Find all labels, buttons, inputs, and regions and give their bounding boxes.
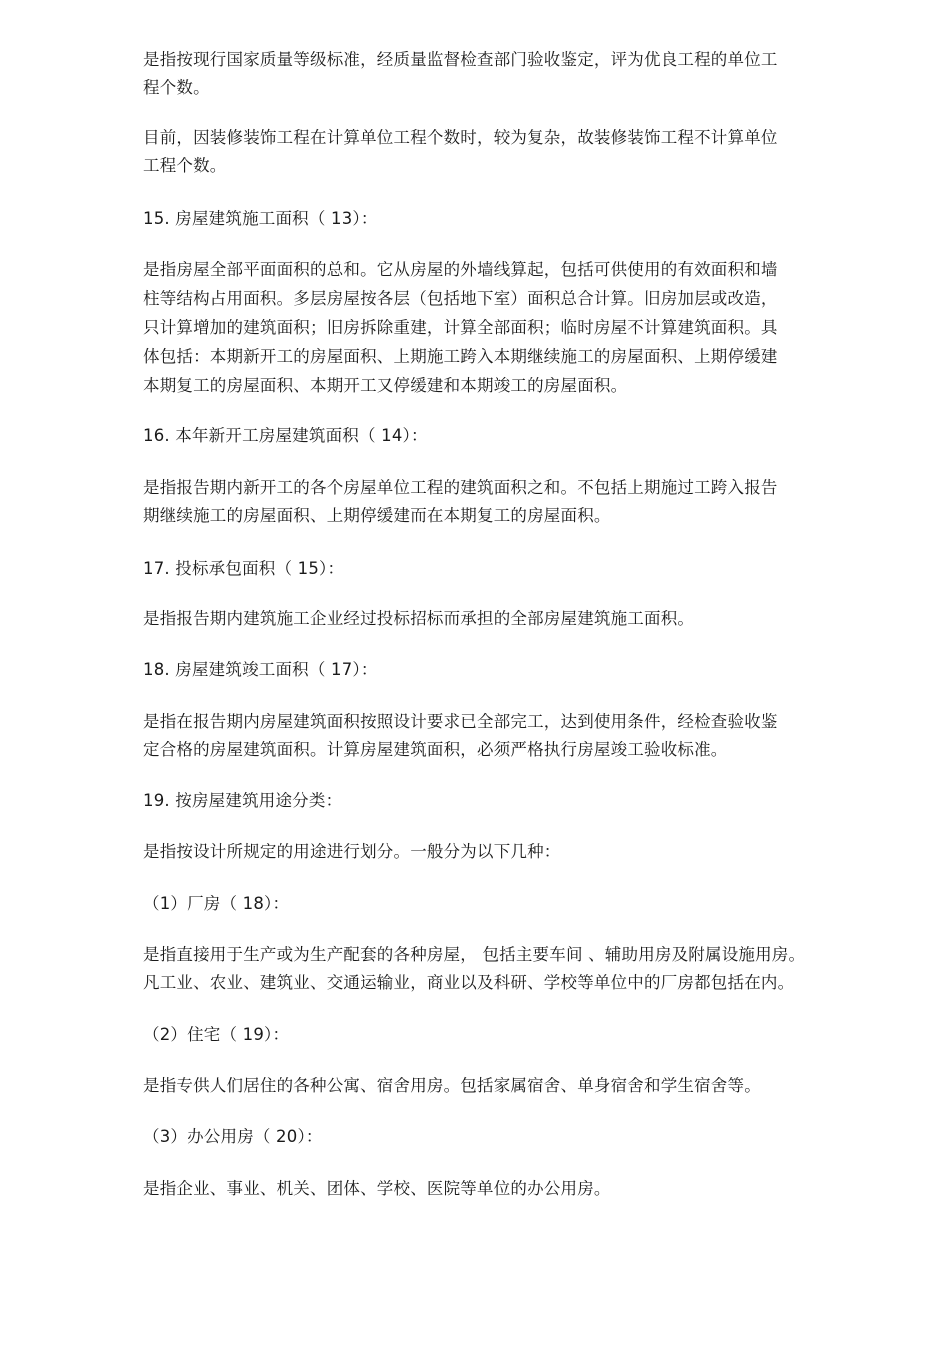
paragraph-line: 是指按设计所规定的用途进行划分。一般分为以下几种： bbox=[143, 842, 561, 861]
paragraph-line: 程个数。 bbox=[143, 78, 210, 97]
paragraph-line: 是指报告期内建筑施工企业经过投标招标而承担的全部房屋建筑施工面积。 bbox=[143, 609, 695, 628]
paragraph-line: 期继续施工的房屋面积、上期停缓建而在本期复工的房屋面积。 bbox=[143, 506, 611, 525]
paragraph-line: 本期复工的房屋面积、本期开工又停缓建和本期竣工的房屋面积。 bbox=[143, 376, 628, 395]
subsection-heading: （1）厂房（ 18）： bbox=[143, 894, 290, 913]
paragraph-line: 柱等结构占用面积。多层房屋按各层（包括地下室）面积总合计算。旧房加层或改造， bbox=[143, 289, 778, 308]
paragraph-line: 是指房屋全部平面面积的总和。它从房屋的外墙线算起，包括可供使用的有效面积和墙 bbox=[143, 260, 778, 279]
paragraph-line: 是指直接用于生产或为生产配套的各种房屋， 包括主要车间 、辅助用房及附属设施用房。 bbox=[143, 945, 806, 964]
paragraph-line: 是指在报告期内房屋建筑面积按照设计要求已全部完工，达到使用条件，经检查验收鉴 bbox=[143, 712, 778, 731]
section-heading: 15. 房屋建筑施工面积（ 13）： bbox=[143, 209, 378, 228]
subsection-heading: （3）办公用房（ 20）： bbox=[143, 1127, 323, 1146]
paragraph-line: 是指专供人们居住的各种公寓、宿舍用房。包括家属宿舍、单身宿舍和学生宿舍等。 bbox=[143, 1076, 761, 1095]
paragraph-line: 是指企业、事业、机关、团体、学校、医院等单位的办公用房。 bbox=[143, 1179, 611, 1198]
paragraph-line: 体包括：本期新开工的房屋面积、上期施工跨入本期继续施工的房屋面积、上期停缓建 bbox=[143, 347, 778, 366]
paragraph-line: 只计算增加的建筑面积；旧房拆除重建，计算全部面积；临时房屋不计算建筑面积。具 bbox=[143, 318, 778, 337]
paragraph-line: 目前，因装修装饰工程在计算单位工程个数时，较为复杂，故装修装饰工程不计算单位 bbox=[143, 128, 778, 147]
paragraph-line: 是指按现行国家质量等级标准，经质量监督检查部门验收鉴定，评为优良工程的单位工 bbox=[143, 50, 778, 69]
paragraph-line: 是指报告期内新开工的各个房屋单位工程的建筑面积之和。不包括上期施过工跨入报告 bbox=[143, 478, 778, 497]
paragraph-line: 凡工业、农业、建筑业、交通运输业，商业以及科研、学校等单位中的厂房都包括在内。 bbox=[143, 973, 795, 992]
section-heading: 17. 投标承包面积（ 15）： bbox=[143, 559, 345, 578]
paragraph-line: 定合格的房屋建筑面积。计算房屋建筑面积，必须严格执行房屋竣工验收标准。 bbox=[143, 740, 728, 759]
section-heading: 19. 按房屋建筑用途分类： bbox=[143, 791, 343, 810]
paragraph-line: 工程个数。 bbox=[143, 156, 227, 175]
section-heading: 16. 本年新开工房屋建筑面积（ 14）： bbox=[143, 426, 428, 445]
subsection-heading: （2）住宅（ 19）： bbox=[143, 1025, 290, 1044]
section-heading: 18. 房屋建筑竣工面积（ 17）： bbox=[143, 660, 378, 679]
